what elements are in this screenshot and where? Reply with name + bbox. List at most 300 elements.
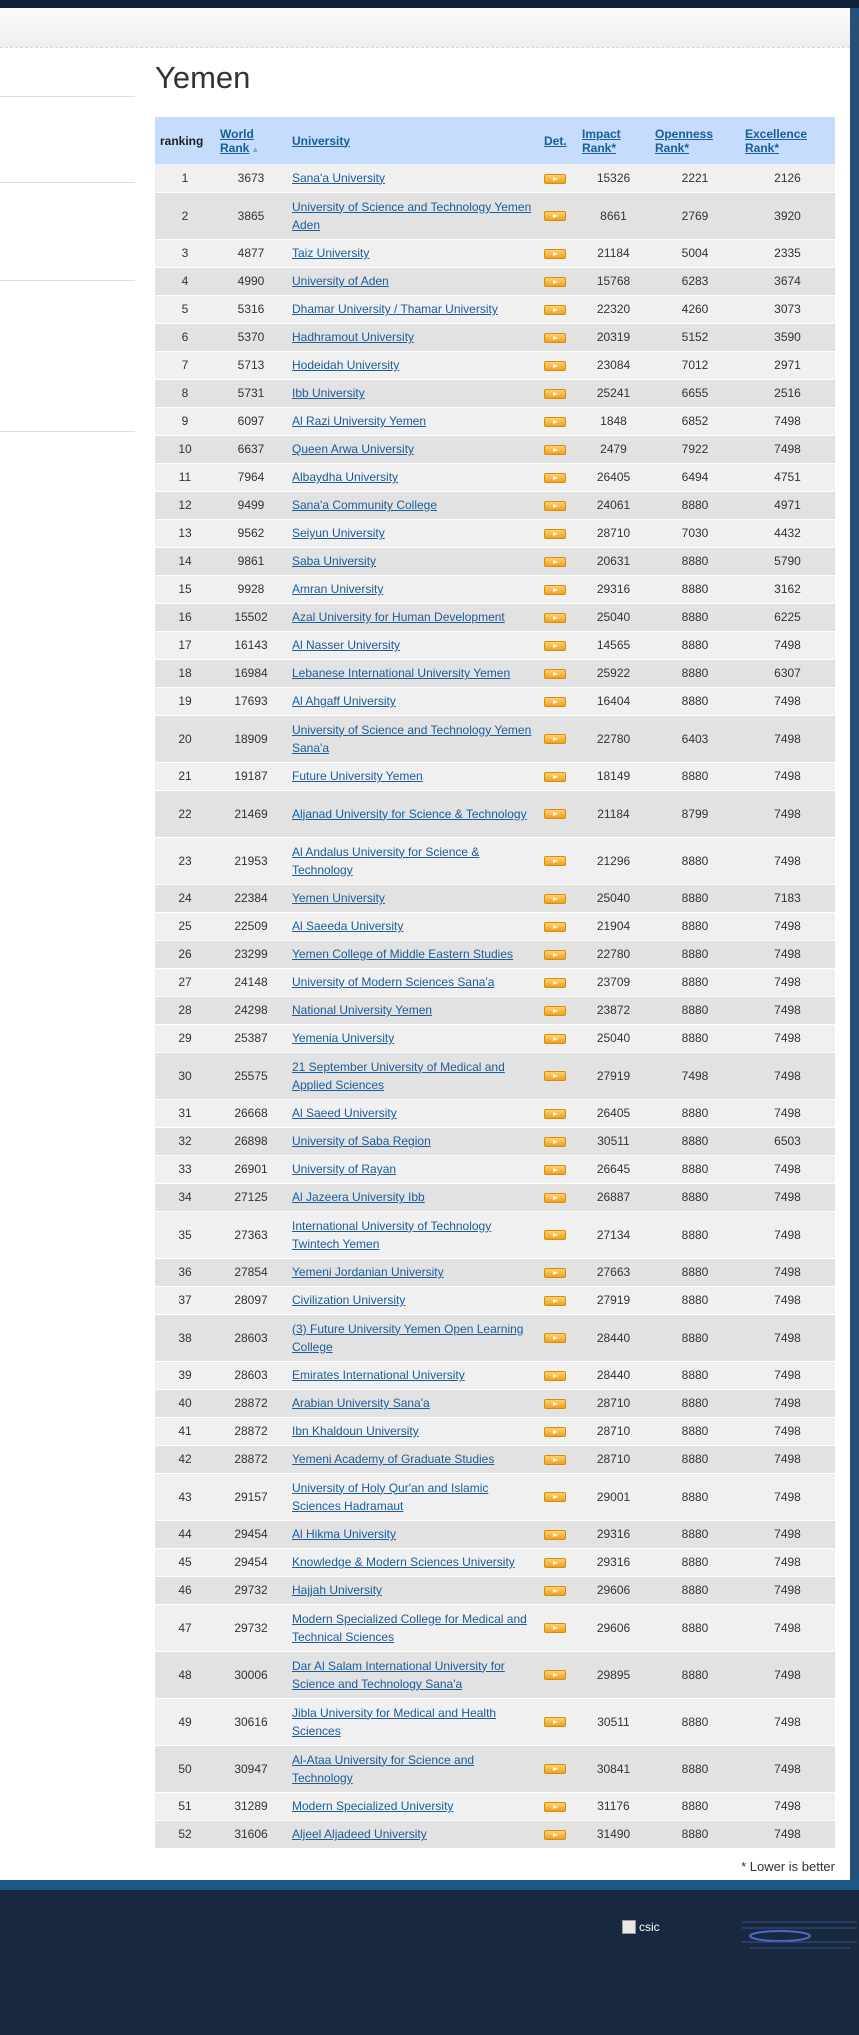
- table-row: [155, 1258, 835, 1286]
- detail-arrow-icon[interactable]: [544, 445, 566, 455]
- detail-arrow-icon[interactable]: [544, 473, 566, 483]
- cell-university: [287, 491, 539, 519]
- cell-openness-rank: 6852: [650, 407, 740, 435]
- table-row: [155, 491, 835, 519]
- cell-openness-rank: 8880: [650, 603, 740, 631]
- cell-university: [287, 1183, 539, 1211]
- cell-openness-rank: 6403: [650, 715, 740, 762]
- cell-openness-rank: 5004: [650, 239, 740, 267]
- cell-det: [539, 1445, 577, 1473]
- university-link[interactable]: Yemeni Academy of Graduate Studies: [292, 1452, 495, 1466]
- university-link[interactable]: Ibn Khaldoun University: [292, 1424, 419, 1438]
- table-row: [155, 1745, 835, 1792]
- cell-det: [539, 463, 577, 491]
- cell-excellence-rank: 7498: [740, 1473, 835, 1520]
- cell-university: [287, 351, 539, 379]
- university-link[interactable]: University of Aden: [292, 274, 389, 288]
- cell-excellence-rank: 7498: [740, 762, 835, 790]
- detail-arrow-icon[interactable]: [544, 1165, 566, 1175]
- cell-world-rank: 29732: [215, 1604, 287, 1651]
- detail-arrow-icon[interactable]: [544, 1586, 566, 1596]
- cell-det: [539, 1792, 577, 1820]
- bottom-band: [0, 1880, 859, 1890]
- cell-det: [539, 1389, 577, 1417]
- cell-excellence-rank: 7498: [740, 1698, 835, 1745]
- university-link[interactable]: Al Hikma University: [292, 1527, 397, 1541]
- cell-ranking: 3: [155, 239, 215, 267]
- cell-openness-rank: 8799: [650, 790, 740, 837]
- detail-arrow-icon[interactable]: [544, 641, 566, 651]
- cell-university: [287, 884, 539, 912]
- cell-university: [287, 1792, 539, 1820]
- cell-ranking: 22: [155, 790, 215, 837]
- cell-openness-rank: 8880: [650, 1314, 740, 1361]
- university-link[interactable]: University of Rayan: [292, 1162, 397, 1176]
- university-link[interactable]: Al Andalus University for Science & Technology: [292, 844, 480, 877]
- detail-arrow-icon[interactable]: [544, 1230, 566, 1240]
- header-impact-rank[interactable]: [577, 117, 650, 164]
- cell-openness-rank: 8880: [650, 996, 740, 1024]
- cell-world-rank: 6097: [215, 407, 287, 435]
- detail-arrow-icon[interactable]: [544, 809, 566, 819]
- cell-det: [539, 323, 577, 351]
- cell-impact-rank: 28710: [577, 519, 650, 547]
- cell-impact-rank: 28710: [577, 1389, 650, 1417]
- cell-ranking: 23: [155, 837, 215, 884]
- university-link[interactable]: Civilization University: [292, 1293, 406, 1307]
- cell-world-rank: 6637: [215, 435, 287, 463]
- detail-arrow-icon[interactable]: [544, 772, 566, 782]
- top-stripe: [0, 0, 859, 8]
- cell-openness-rank: 8880: [650, 1389, 740, 1417]
- table-row: [155, 1389, 835, 1417]
- cell-ranking: 37: [155, 1286, 215, 1314]
- cell-ranking: 28: [155, 996, 215, 1024]
- university-link[interactable]: Emirates International University: [292, 1368, 465, 1382]
- header-ranking: [155, 117, 215, 164]
- table-row: [155, 1576, 835, 1604]
- cell-det: [539, 1286, 577, 1314]
- cell-ranking: 42: [155, 1445, 215, 1473]
- detail-arrow-icon[interactable]: [544, 1371, 566, 1381]
- cell-openness-rank: 8880: [650, 631, 740, 659]
- cell-ranking: 51: [155, 1792, 215, 1820]
- cell-world-rank: 22509: [215, 912, 287, 940]
- partner-logo-swoosh: [750, 1931, 810, 1941]
- cell-world-rank: 29454: [215, 1520, 287, 1548]
- header-excellence-rank[interactable]: [740, 117, 835, 164]
- cell-world-rank: 24148: [215, 968, 287, 996]
- university-link[interactable]: Modern Specialized University: [292, 1799, 454, 1813]
- cell-openness-rank: 8880: [650, 1445, 740, 1473]
- detail-arrow-icon[interactable]: [544, 417, 566, 427]
- cell-det: [539, 790, 577, 837]
- university-link[interactable]: Saba University: [292, 554, 377, 568]
- cell-university: [287, 1445, 539, 1473]
- cell-world-rank: 30006: [215, 1651, 287, 1698]
- detail-arrow-icon[interactable]: [544, 1427, 566, 1437]
- cell-det: [539, 1314, 577, 1361]
- cell-world-rank: 9861: [215, 547, 287, 575]
- university-link[interactable]: 21 September University of Medical and Applied Sciences: [292, 1059, 505, 1092]
- university-link[interactable]: Amran University: [292, 582, 384, 596]
- table-row: [155, 1099, 835, 1127]
- university-sort-link[interactable]: University: [292, 133, 351, 148]
- detail-arrow-icon[interactable]: [544, 585, 566, 595]
- university-link[interactable]: Al Razi University Yemen: [292, 414, 427, 428]
- detail-arrow-icon[interactable]: [544, 389, 566, 399]
- cell-ranking: 38: [155, 1314, 215, 1361]
- cell-det: [539, 659, 577, 687]
- cell-det: [539, 1604, 577, 1651]
- cell-university: [287, 1052, 539, 1099]
- cell-university: [287, 1389, 539, 1417]
- cell-university: [287, 164, 539, 192]
- cell-excellence-rank: 7498: [740, 1520, 835, 1548]
- cell-university: [287, 1520, 539, 1548]
- university-link[interactable]: Al Ahgaff University: [292, 694, 396, 708]
- detail-arrow-icon[interactable]: [544, 978, 566, 988]
- cell-university: [287, 192, 539, 239]
- cell-impact-rank: 15326: [577, 164, 650, 192]
- world-rank-sort-link[interactable]: [220, 127, 254, 155]
- detail-arrow-icon[interactable]: [544, 1670, 566, 1680]
- detail-arrow-icon[interactable]: [544, 1830, 566, 1840]
- detail-arrow-icon[interactable]: [544, 277, 566, 287]
- cell-det: [539, 1698, 577, 1745]
- university-link[interactable]: Future University Yemen: [292, 769, 423, 783]
- cell-det: [539, 379, 577, 407]
- cell-det: [539, 1417, 577, 1445]
- cell-openness-rank: 8880: [650, 1099, 740, 1127]
- table-row: [155, 323, 835, 351]
- cell-university: [287, 1314, 539, 1361]
- cell-university: [287, 1099, 539, 1127]
- university-link[interactable]: University of Modern Sciences Sana'a: [292, 975, 495, 989]
- university-link[interactable]: Dar Al Salam International University for Science and Technology Sana'a: [292, 1658, 505, 1691]
- cell-excellence-rank: 7498: [740, 837, 835, 884]
- cell-openness-rank: 8880: [650, 1155, 740, 1183]
- cell-impact-rank: 27134: [577, 1211, 650, 1258]
- cell-det: [539, 1127, 577, 1155]
- detail-arrow-icon[interactable]: [544, 1399, 566, 1409]
- university-link[interactable]: Sana'a Community College: [292, 498, 438, 512]
- cell-excellence-rank: 7498: [740, 1445, 835, 1473]
- cell-det: [539, 1820, 577, 1848]
- cell-impact-rank: 29316: [577, 1520, 650, 1548]
- cell-impact-rank: 20319: [577, 323, 650, 351]
- university-link[interactable]: Albaydha University: [292, 470, 399, 484]
- broken-image-icon: [622, 1920, 636, 1934]
- university-link[interactable]: Lebanese International University Yemen: [292, 666, 511, 680]
- detail-arrow-icon[interactable]: [544, 669, 566, 679]
- cell-university: [287, 407, 539, 435]
- cell-excellence-rank: 7498: [740, 1792, 835, 1820]
- cell-impact-rank: 30511: [577, 1127, 650, 1155]
- cell-openness-rank: 8880: [650, 1745, 740, 1792]
- cell-det: [539, 1183, 577, 1211]
- cell-university: [287, 1211, 539, 1258]
- table-row: [155, 1127, 835, 1155]
- detail-arrow-icon[interactable]: [544, 501, 566, 511]
- university-link[interactable]: Yemenia University: [292, 1031, 395, 1045]
- cell-world-rank: 28872: [215, 1417, 287, 1445]
- university-link[interactable]: Aljeel Aljadeed University: [292, 1827, 427, 1841]
- cell-world-rank: 28872: [215, 1389, 287, 1417]
- detail-arrow-icon[interactable]: [544, 1492, 566, 1502]
- detail-arrow-icon[interactable]: [544, 613, 566, 623]
- detail-arrow-icon[interactable]: [544, 1623, 566, 1633]
- impact-rank-sort-link[interactable]: [582, 127, 621, 155]
- cell-ranking: 29: [155, 1024, 215, 1052]
- detail-arrow-icon[interactable]: [544, 922, 566, 932]
- cell-university: [287, 1286, 539, 1314]
- detail-arrow-icon[interactable]: [544, 894, 566, 904]
- detail-arrow-icon[interactable]: [544, 557, 566, 567]
- cell-impact-rank: 31176: [577, 1792, 650, 1820]
- detail-arrow-icon[interactable]: [544, 361, 566, 371]
- detail-arrow-icon[interactable]: [544, 211, 566, 221]
- cell-det: [539, 631, 577, 659]
- university-link[interactable]: Al Saeed University: [292, 1106, 397, 1120]
- ranking-table: [155, 117, 835, 1849]
- detail-arrow-icon[interactable]: [544, 1802, 566, 1812]
- university-link[interactable]: Knowledge & Modern Sciences University: [292, 1555, 515, 1569]
- detail-arrow-icon[interactable]: [544, 1764, 566, 1774]
- table-row: [155, 435, 835, 463]
- cell-impact-rank: 22780: [577, 715, 650, 762]
- table-row: [155, 1792, 835, 1820]
- detail-arrow-icon[interactable]: [544, 697, 566, 707]
- detail-arrow-icon[interactable]: [544, 1193, 566, 1203]
- detail-arrow-icon[interactable]: [544, 1530, 566, 1540]
- cell-det: [539, 192, 577, 239]
- table-row: [155, 192, 835, 239]
- cell-openness-rank: 8880: [650, 1258, 740, 1286]
- cell-excellence-rank: 3590: [740, 323, 835, 351]
- cell-det: [539, 239, 577, 267]
- university-link[interactable]: Dhamar University / Thamar University: [292, 302, 498, 316]
- university-link[interactable]: University of Holy Qur'an and Islamic Sciences Hadramaut: [292, 1480, 489, 1513]
- university-link[interactable]: Sana'a University: [292, 170, 385, 185]
- university-link[interactable]: International University of Technology Twintech Yemen: [292, 1218, 492, 1251]
- cell-openness-rank: 8880: [650, 1576, 740, 1604]
- cell-impact-rank: 31490: [577, 1820, 650, 1848]
- header-world-rank-line2: Rank: [220, 140, 250, 155]
- university-link[interactable]: Queen Arwa University: [292, 442, 415, 456]
- detail-arrow-icon[interactable]: [544, 1333, 566, 1343]
- cell-impact-rank: 23872: [577, 996, 650, 1024]
- cell-ranking: 24: [155, 884, 215, 912]
- cell-world-rank: 28872: [215, 1445, 287, 1473]
- detail-arrow-icon[interactable]: [544, 1296, 566, 1306]
- university-link[interactable]: Ibb University: [292, 386, 365, 400]
- detail-arrow-icon[interactable]: [544, 305, 566, 315]
- cell-excellence-rank: 2335: [740, 239, 835, 267]
- university-link[interactable]: Al Jazeera University Ibb: [292, 1190, 425, 1204]
- university-link[interactable]: Aljanad University for Science & Technology: [292, 806, 527, 821]
- university-link[interactable]: Al Nasser University: [292, 638, 401, 652]
- cell-world-rank: 26901: [215, 1155, 287, 1183]
- university-link[interactable]: Yemen College of Middle Eastern Studies: [292, 947, 514, 961]
- table-row: [155, 1417, 835, 1445]
- cell-excellence-rank: 7498: [740, 1155, 835, 1183]
- table-row: [155, 1651, 835, 1698]
- detail-arrow-icon[interactable]: [544, 529, 566, 539]
- cell-excellence-rank: 7498: [740, 1548, 835, 1576]
- cell-openness-rank: 7030: [650, 519, 740, 547]
- cell-ranking: 34: [155, 1183, 215, 1211]
- cell-ranking: 44: [155, 1520, 215, 1548]
- university-link[interactable]: Al Saeeda University: [292, 919, 404, 933]
- cell-openness-rank: 8880: [650, 491, 740, 519]
- cell-excellence-rank: 7498: [740, 1052, 835, 1099]
- cell-world-rank: 31606: [215, 1820, 287, 1848]
- det-sort-link[interactable]: Det.: [544, 133, 567, 148]
- cell-impact-rank: 15768: [577, 267, 650, 295]
- cell-openness-rank: 8880: [650, 762, 740, 790]
- detail-arrow-icon[interactable]: [544, 1455, 566, 1465]
- table-row: [155, 837, 835, 884]
- university-link[interactable]: University of Saba Region: [292, 1134, 431, 1148]
- cell-university: [287, 1820, 539, 1848]
- cell-world-rank: 28603: [215, 1361, 287, 1389]
- cell-world-rank: 18909: [215, 715, 287, 762]
- csic-logo[interactable]: [622, 1920, 660, 1934]
- cell-excellence-rank: 7183: [740, 884, 835, 912]
- cell-det: [539, 1576, 577, 1604]
- openness-rank-sort-link[interactable]: [655, 127, 713, 155]
- cell-world-rank: 26898: [215, 1127, 287, 1155]
- partner-logo-graphic: [740, 1918, 859, 1958]
- cell-excellence-rank: 7498: [740, 1361, 835, 1389]
- sidebar: [0, 48, 135, 448]
- cell-excellence-rank: 7498: [740, 912, 835, 940]
- university-link[interactable]: Hadhramout University: [292, 330, 415, 344]
- detail-arrow-icon[interactable]: [544, 1717, 566, 1727]
- cell-impact-rank: 23709: [577, 968, 650, 996]
- cell-world-rank: 21469: [215, 790, 287, 837]
- cell-university: [287, 1361, 539, 1389]
- detail-arrow-icon[interactable]: [544, 734, 566, 744]
- cell-openness-rank: 2221: [650, 164, 740, 192]
- detail-arrow-icon[interactable]: [544, 1558, 566, 1568]
- cell-world-rank: 29454: [215, 1548, 287, 1576]
- university-link[interactable]: (3) Future University Yemen Open Learning College: [292, 1321, 524, 1354]
- university-link[interactable]: Modern Specialized College for Medical and Technical Sciences: [292, 1611, 527, 1644]
- university-link[interactable]: Yemeni Jordanian University: [292, 1265, 444, 1279]
- table-row: [155, 351, 835, 379]
- header-openness-line2: Rank*: [655, 140, 690, 155]
- detail-arrow-icon[interactable]: [544, 1268, 566, 1278]
- cell-excellence-rank: 7498: [740, 1604, 835, 1651]
- cell-ranking: 39: [155, 1361, 215, 1389]
- table-row: [155, 164, 835, 192]
- cell-excellence-rank: 7498: [740, 1417, 835, 1445]
- cell-ranking: 26: [155, 940, 215, 968]
- university-link[interactable]: Yemen University: [292, 891, 385, 905]
- cell-university: [287, 1024, 539, 1052]
- university-link[interactable]: University of Science and Technology Yemen Sana'a: [292, 722, 532, 755]
- cell-excellence-rank: 4751: [740, 463, 835, 491]
- detail-arrow-icon[interactable]: [544, 950, 566, 960]
- header-university[interactable]: [287, 117, 539, 164]
- detail-arrow-icon[interactable]: [544, 1137, 566, 1147]
- detail-arrow-icon[interactable]: [544, 1034, 566, 1044]
- table-row: [155, 295, 835, 323]
- cell-impact-rank: 18149: [577, 762, 650, 790]
- university-link[interactable]: Azal University for Human Development: [292, 610, 505, 624]
- detail-arrow-icon[interactable]: [544, 1006, 566, 1016]
- table-row: [155, 1604, 835, 1651]
- cell-openness-rank: 6655: [650, 379, 740, 407]
- detail-arrow-icon[interactable]: [544, 856, 566, 866]
- table-row: [155, 996, 835, 1024]
- university-link[interactable]: Al-Ataa University for Science and Technology: [292, 1752, 475, 1785]
- detail-arrow-icon[interactable]: [544, 249, 566, 259]
- cell-ranking: 11: [155, 463, 215, 491]
- table-row: [155, 575, 835, 603]
- cell-world-rank: 27363: [215, 1211, 287, 1258]
- cell-university: [287, 1745, 539, 1792]
- detail-arrow-icon[interactable]: [544, 333, 566, 343]
- detail-arrow-icon[interactable]: [544, 1071, 566, 1081]
- header-det[interactable]: [539, 117, 577, 164]
- table-row: [155, 239, 835, 267]
- university-link[interactable]: Hajjah University: [292, 1583, 383, 1597]
- cell-impact-rank: 21184: [577, 239, 650, 267]
- cell-ranking: 16: [155, 603, 215, 631]
- table-row: [155, 603, 835, 631]
- cell-excellence-rank: 7498: [740, 1183, 835, 1211]
- excellence-rank-sort-link[interactable]: [745, 127, 807, 155]
- university-link[interactable]: Arabian University Sana'a: [292, 1396, 430, 1410]
- university-link[interactable]: Seiyun University: [292, 526, 385, 540]
- cell-det: [539, 1520, 577, 1548]
- university-link[interactable]: National University Yemen: [292, 1003, 433, 1017]
- cell-impact-rank: 25040: [577, 603, 650, 631]
- university-link[interactable]: Taiz University: [292, 246, 370, 260]
- cell-excellence-rank: 3920: [740, 192, 835, 239]
- cell-university: [287, 715, 539, 762]
- university-link[interactable]: Jibla University for Medical and Health Sciences: [292, 1705, 497, 1738]
- university-link[interactable]: Hodeidah University: [292, 358, 400, 372]
- detail-arrow-icon[interactable]: [544, 174, 566, 184]
- table-row: [155, 659, 835, 687]
- cell-excellence-rank: 6307: [740, 659, 835, 687]
- header-openness-line1: Openness: [655, 126, 714, 141]
- cell-ranking: 19: [155, 687, 215, 715]
- detail-arrow-icon[interactable]: [544, 1109, 566, 1119]
- cell-university: [287, 687, 539, 715]
- cell-excellence-rank: 7498: [740, 407, 835, 435]
- cell-det: [539, 1361, 577, 1389]
- header-world-rank[interactable]: [215, 117, 287, 164]
- cell-university: [287, 267, 539, 295]
- cell-openness-rank: 8880: [650, 659, 740, 687]
- cell-openness-rank: 5152: [650, 323, 740, 351]
- cell-university: [287, 940, 539, 968]
- cell-university: [287, 1548, 539, 1576]
- university-link[interactable]: University of Science and Technology Yemen Aden: [292, 199, 532, 232]
- cell-world-rank: 24298: [215, 996, 287, 1024]
- cell-world-rank: 9928: [215, 575, 287, 603]
- table-row: [155, 884, 835, 912]
- header-openness-rank[interactable]: [650, 117, 740, 164]
- sort-ascending-icon[interactable]: ▲: [251, 144, 260, 154]
- cell-university: [287, 968, 539, 996]
- cell-world-rank: 4877: [215, 239, 287, 267]
